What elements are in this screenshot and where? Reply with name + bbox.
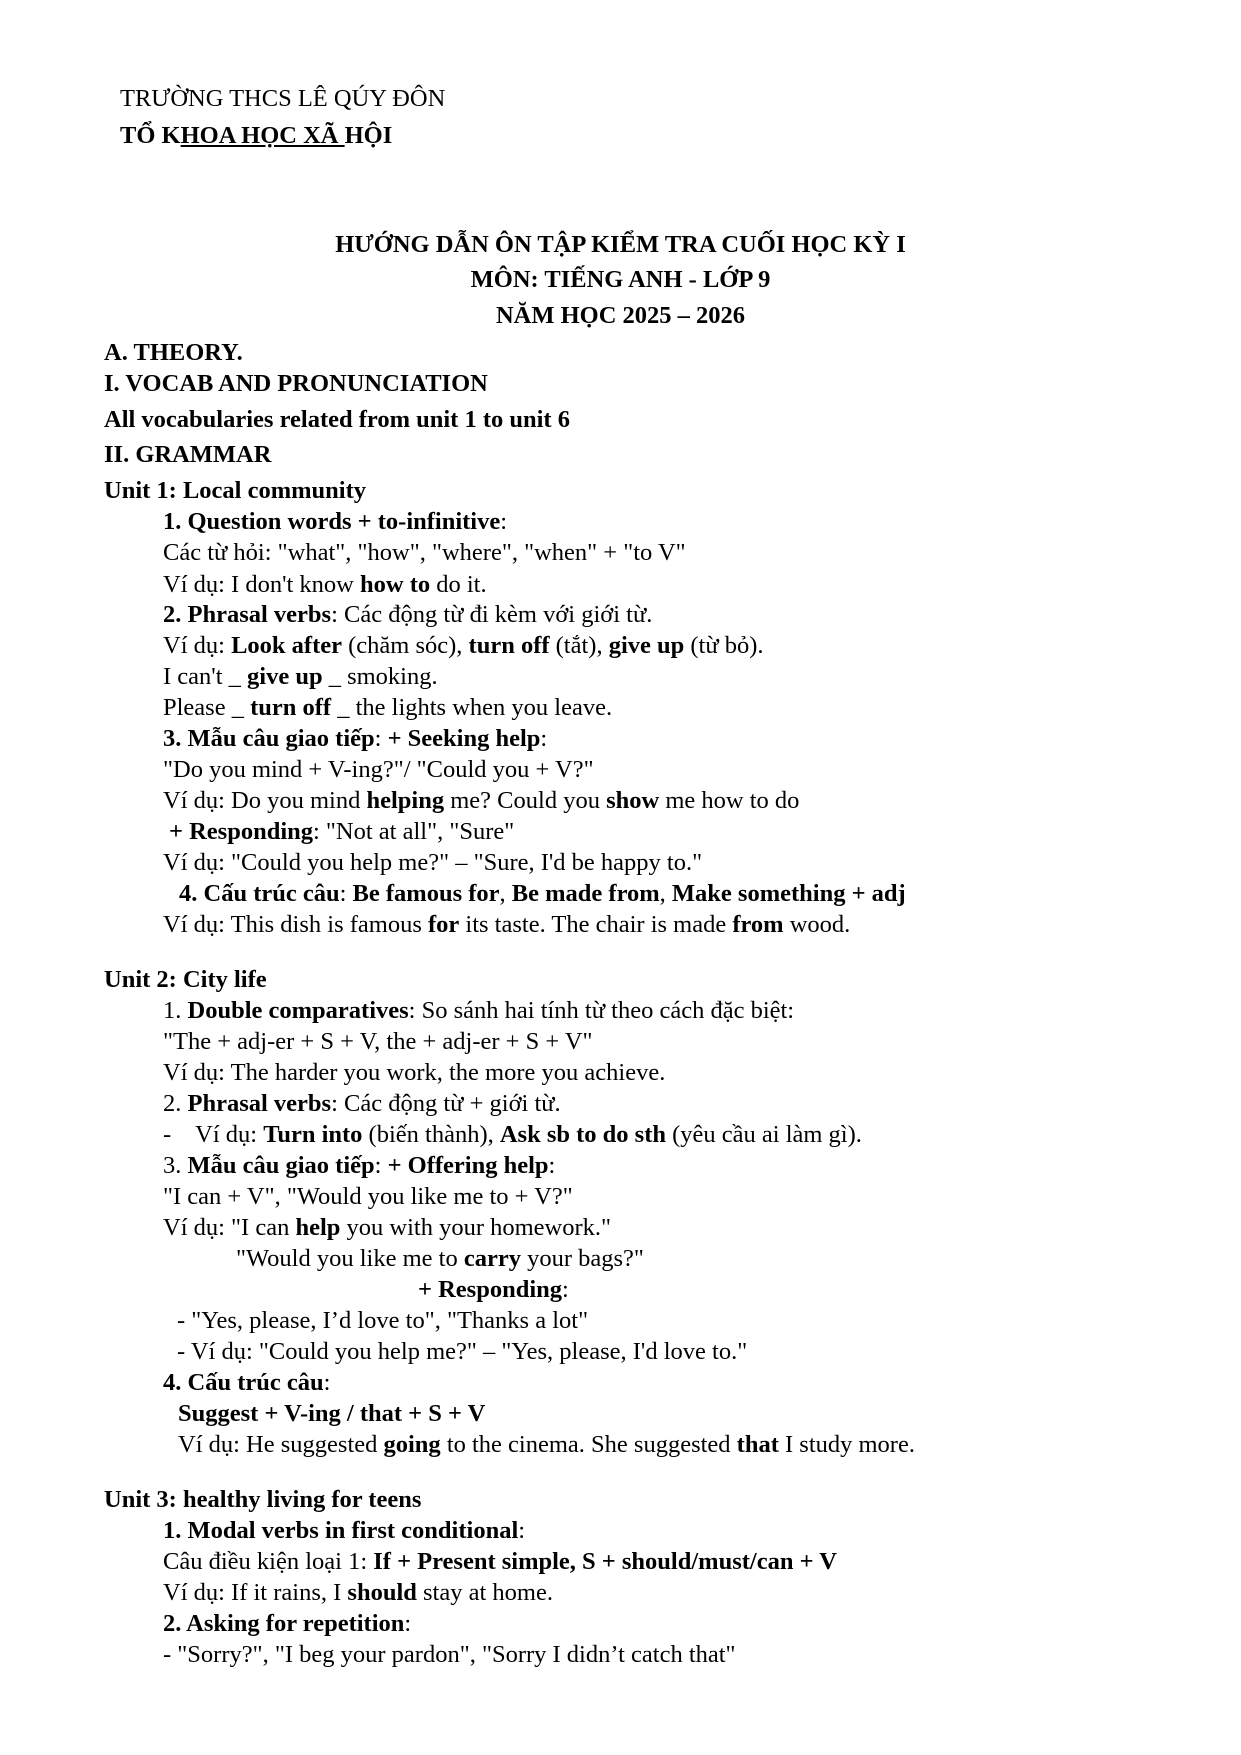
- u1-l14c: its taste. The chair is made: [459, 911, 733, 938]
- unit1-line: "Do you mind + V-ing?"/ "Could you + V?": [163, 756, 594, 783]
- unit2-line: "I can + V", "Would you like me to + V?": [163, 1183, 573, 1210]
- unit2-example: [163, 1121, 862, 1149]
- u1-l6c: _ smoking.: [322, 663, 438, 690]
- u1-l13b: :: [339, 880, 353, 907]
- u2-l5b: Turn into: [263, 1121, 363, 1148]
- u2-l5a: Ví dụ:: [195, 1121, 264, 1148]
- unit1-line: Ví dụ: "Could you help me?" – "Sure, I'd be happy to.": [163, 849, 703, 876]
- unit2-item4-title: [163, 1369, 330, 1397]
- u2-l4a: 2.: [163, 1090, 188, 1117]
- department-name-part1: TỔ K: [120, 122, 181, 149]
- u1-l5f: give up: [608, 632, 685, 659]
- u1-l13g: Make something + adj: [671, 880, 906, 907]
- unit2-example: [236, 1245, 644, 1273]
- section-vocab-heading: I. VOCAB AND PRONUNCIATION: [104, 370, 488, 397]
- u2-l15c: to the cinema. She suggested: [440, 1431, 737, 1458]
- unit2-structure: Suggest + V-ing / that + S + V: [178, 1400, 486, 1427]
- doc-title-line2: MÔN: TIẾNG ANH - LỚP 9: [470, 266, 771, 293]
- u2-l9c: your bags?": [520, 1245, 644, 1272]
- unit1-item1-title: [163, 508, 507, 536]
- u1-l7b: turn off: [250, 694, 332, 721]
- u2-l8c: you with your homework.": [340, 1214, 612, 1241]
- u3-l3b: should: [347, 1579, 417, 1606]
- unit2-item1-title: [163, 997, 794, 1025]
- unit2-line: - Ví dụ: "Could you help me?" – "Yes, please, I'd love to.": [177, 1338, 748, 1365]
- unit3-heading: Unit 3: healthy living for teens: [104, 1486, 422, 1513]
- doc-title-line1: HƯỚNG DẪN ÔN TẬP KIỂM TRA CUỐI HỌC KỲ I: [335, 231, 906, 258]
- u1-l14b: for: [427, 911, 460, 938]
- u2-l4b: Phrasal verbs: [187, 1090, 332, 1117]
- u3-l4b: :: [404, 1610, 412, 1637]
- u2-l6a: 3.: [163, 1152, 188, 1179]
- u2-l5d: Ask sb to do sth: [499, 1121, 666, 1148]
- u1-l10e: me how to do: [659, 787, 800, 814]
- unit1-example: [163, 694, 612, 722]
- u1-l1a: 1. Question words + to-infinitive: [163, 508, 501, 535]
- unit2-example: [178, 1431, 915, 1459]
- u1-l14e: wood.: [783, 911, 851, 938]
- u3-l1a: 1. Modal verbs in first conditional: [163, 1517, 519, 1544]
- u2-l1a: 1.: [163, 997, 188, 1024]
- u1-l10c: me? Could you: [444, 787, 607, 814]
- unit2-item3-title: [163, 1152, 555, 1180]
- u3-l3a: Ví dụ: If it rains, I: [163, 1579, 348, 1606]
- vocab-note: All vocabularies related from unit 1 to unit 6: [104, 406, 570, 433]
- u1-l8d: :: [540, 725, 548, 752]
- unit1-responding: [169, 818, 514, 846]
- u1-l10b: helping: [366, 787, 445, 814]
- u1-l13e: Be made from: [511, 880, 660, 907]
- u2-l5e: (yêu cầu ai làm gì).: [665, 1121, 862, 1148]
- u2-l8b: help: [295, 1214, 341, 1241]
- u1-l5b: Look after: [231, 632, 342, 659]
- u2-l9b: carry: [463, 1245, 521, 1272]
- u1-l11a: + Responding: [169, 818, 313, 845]
- u1-l8b: :: [374, 725, 388, 752]
- unit1-item4-title: [179, 880, 906, 908]
- u1-l8c: + Seeking help: [387, 725, 541, 752]
- department-name-part3: HỘI: [344, 122, 393, 149]
- u2-l5c: (biến thành),: [362, 1121, 500, 1148]
- unit1-line: Các từ hỏi: "what", "how", "where", "when" + "to V": [163, 539, 686, 566]
- u2-l1b: Double comparatives: [187, 997, 409, 1024]
- unit2-line: "The + adj-er + S + V, the + adj-er + S + V": [163, 1028, 593, 1055]
- u1-l13c: Be famous for: [352, 880, 500, 907]
- u2-l15a: Ví dụ: He suggested: [178, 1431, 384, 1458]
- u3-l2a: Câu điều kiện loại 1:: [163, 1548, 374, 1575]
- unit3-line: [163, 1548, 837, 1576]
- u1-l13d: ,: [499, 880, 512, 907]
- department-name-underlined: HOA HỌC XÃ: [180, 122, 345, 149]
- u1-l5c: (chăm sóc),: [341, 632, 469, 659]
- u2-l15b: going: [383, 1431, 441, 1458]
- u3-l4a: 2. Asking for repetition: [163, 1610, 405, 1637]
- u1-l5a: Ví dụ:: [163, 632, 232, 659]
- u2-l15d: that: [736, 1431, 779, 1458]
- unit1-example: [163, 571, 487, 599]
- section-a-heading: A. THEORY.: [104, 339, 243, 366]
- unit3-item2-title: [163, 1610, 411, 1638]
- u1-l1b: :: [500, 508, 508, 535]
- u2-l4c: : Các động từ + giới từ.: [331, 1090, 561, 1117]
- u1-l3c: do it.: [430, 571, 487, 598]
- u1-l4b: : Các động từ đi kèm với giới từ.: [331, 601, 653, 628]
- u2-l13a: 4. Cấu trúc câu: [163, 1369, 324, 1396]
- unit1-item2-title: [163, 601, 652, 629]
- unit1-example: [163, 911, 850, 939]
- u1-l10d: show: [606, 787, 660, 814]
- u2-l9a: "Would you like me to: [236, 1245, 464, 1272]
- u1-l10a: Ví dụ: Do you mind: [163, 787, 367, 814]
- u1-l3b: how to: [360, 571, 431, 598]
- u1-l14a: Ví dụ: This dish is famous: [163, 911, 428, 938]
- unit3-line: - "Sorry?", "I beg your pardon", "Sorry I didn’t catch that": [163, 1641, 736, 1668]
- u2-l5dash: -: [163, 1121, 172, 1148]
- unit2-line: Ví dụ: The harder you work, the more you achieve.: [163, 1059, 666, 1086]
- unit2-responding: [418, 1276, 569, 1304]
- u2-l10a: + Responding: [418, 1276, 562, 1303]
- unit1-example: [163, 663, 438, 691]
- u2-l10b: :: [562, 1276, 569, 1303]
- unit1-example: [163, 787, 799, 815]
- u3-l2b: If + Present simple, S + should/must/can + V: [373, 1548, 837, 1575]
- u1-l3a: Ví dụ: I don't know: [163, 571, 361, 598]
- doc-title-line3: NĂM HỌC 2025 – 2026: [495, 302, 746, 329]
- unit1-item3-title: [163, 725, 547, 753]
- u1-l14d: from: [732, 911, 784, 938]
- u1-l8a: 3. Mẫu câu giao tiếp: [163, 725, 375, 752]
- u1-l4a: 2. Phrasal verbs: [163, 601, 332, 628]
- u2-l15e: I study more.: [778, 1431, 915, 1458]
- u1-l5d: turn off: [468, 632, 550, 659]
- school-name: [120, 85, 445, 113]
- u1-l5g: (từ bỏ).: [684, 632, 764, 659]
- u3-l3c: stay at home.: [416, 1579, 553, 1606]
- u2-l1c: : So sánh hai tính từ theo cách đặc biệt:: [408, 997, 795, 1024]
- u1-l13f: ,: [659, 880, 672, 907]
- school-name-text: TRƯỜNG THCS LÊ QÚY ĐÔN: [120, 85, 446, 112]
- u2-l13b: :: [323, 1369, 331, 1396]
- u3-l1b: :: [518, 1517, 526, 1544]
- u1-l7c: _ the lights when you leave.: [331, 694, 613, 721]
- u1-l13a: 4. Cấu trúc câu: [179, 880, 340, 907]
- department-name: [120, 122, 392, 150]
- u1-l7a: Please _: [163, 694, 251, 721]
- u1-l11b: : "Not at all", "Sure": [313, 818, 515, 845]
- unit3-item1-title: [163, 1517, 525, 1545]
- u2-l8a: Ví dụ: "I can: [163, 1214, 296, 1241]
- unit1-example: [163, 632, 764, 660]
- unit3-example: [163, 1579, 553, 1607]
- u1-l5e: (tắt),: [549, 632, 609, 659]
- u2-l6b: Mẫu câu giao tiếp: [187, 1152, 375, 1179]
- unit2-heading: Unit 2: City life: [104, 966, 267, 993]
- unit2-example: [163, 1214, 611, 1242]
- u2-l6d: + Offering help: [387, 1152, 549, 1179]
- u2-l6c: :: [374, 1152, 388, 1179]
- unit1-heading: Unit 1: Local community: [104, 477, 366, 504]
- unit2-item2-title: [163, 1090, 561, 1118]
- u1-l6b: give up: [247, 663, 323, 690]
- u2-l6e: :: [548, 1152, 556, 1179]
- unit2-line: - "Yes, please, I’d love to", "Thanks a lot": [177, 1307, 589, 1334]
- u1-l6a: I can't _: [163, 663, 248, 690]
- section-grammar-heading: II. GRAMMAR: [104, 441, 272, 468]
